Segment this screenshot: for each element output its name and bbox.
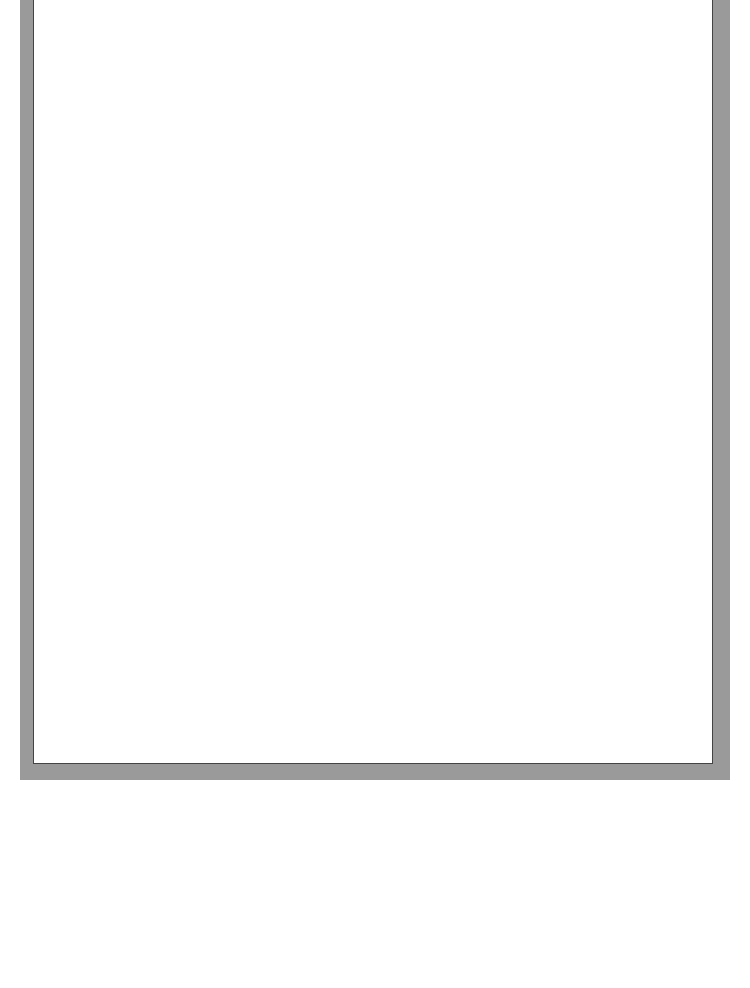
spec-panel xyxy=(33,0,713,764)
spec-frame xyxy=(20,0,730,780)
